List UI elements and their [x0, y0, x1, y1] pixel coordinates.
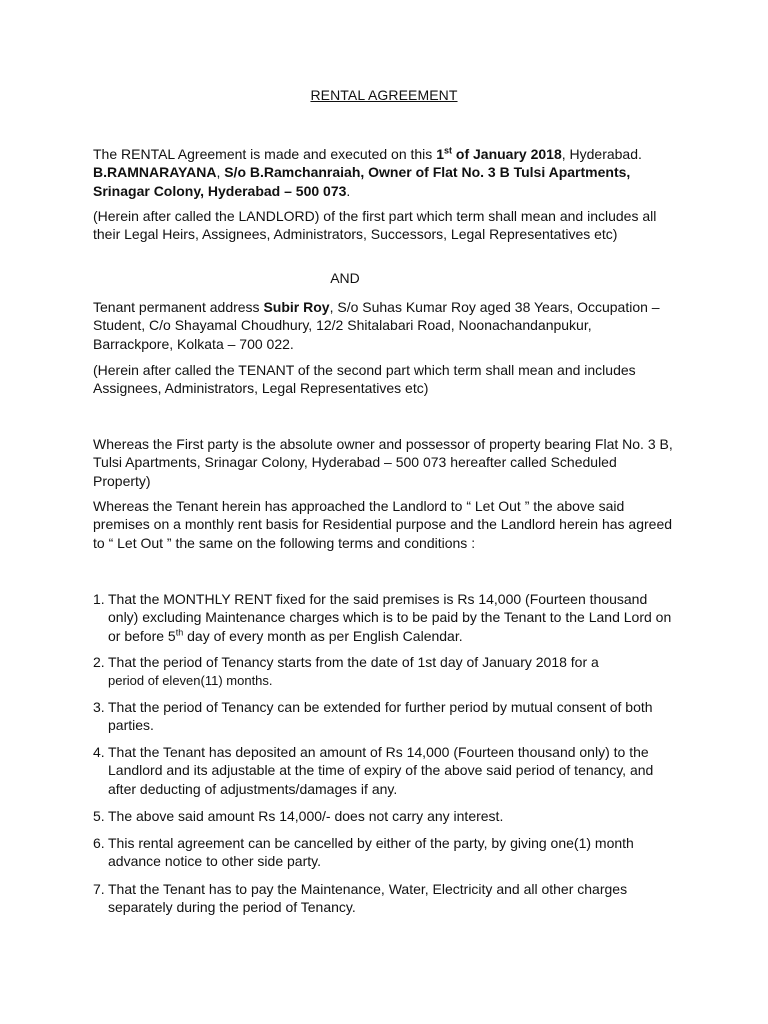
tenant-paragraph — [93, 298, 673, 353]
document-title: RENTAL AGREEMENT — [310, 87, 458, 103]
term-number: 2. — [93, 654, 105, 670]
landlord-clause: (Herein after called the LANDLORD) of the first part which term shall mean and includes all their Legal Heirs, Assignees, Administrators, Successors, Legal Representatives etc) — [93, 208, 657, 243]
term-text: That the Tenant has deposited an amount of Rs 14,000 (Fourteen thousand only) to the Landlord and its adjustable at the time of expiry of the above said period of tenancy, and after deducting of adjustments/damages if any. — [108, 744, 654, 797]
term-text: This rental agreement can be cancelled by either of the party, by giving one(1) month advance notice to other side party. — [108, 835, 634, 870]
term-text-after: day of every month as per English Calendar. — [183, 627, 463, 644]
term-item-1 — [93, 590, 673, 645]
term-item-4 — [93, 743, 673, 798]
intro-text-2: , Hyderabad. — [561, 146, 642, 162]
whereas-tenant-paragraph: Whereas the Tenant herein has approached the Landlord to “ Let Out ” the above said premises on a monthly rent basis for Residential purpose and the Landlord herein has agreed to “ Let Out ” the same on the following terms and conditions : — [93, 498, 673, 551]
term-number: 1. — [93, 591, 105, 607]
agreement-day: 1 — [436, 146, 444, 162]
term-item-3 — [93, 698, 673, 735]
term-text: That the period of Tenancy can be extended for further period by mutual consent of both parties. — [108, 699, 653, 734]
term-text: That the Tenant has to pay the Maintenance, Water, Electricity and all other charges separately during the period of Tenancy. — [108, 881, 628, 916]
tenant-prefix: Tenant permanent address — [93, 299, 264, 315]
intro-text-1: The RENTAL Agreement is made and executed on this — [93, 146, 437, 162]
term-item-2 — [93, 653, 673, 691]
term-text-small: period of eleven(11) months. — [108, 673, 273, 689]
term-text-suffix: th — [175, 627, 184, 638]
intro-paragraph — [93, 145, 673, 200]
tenant-name: Subir Roy — [263, 299, 330, 315]
term-text: That the period of Tenancy starts from the date of 1st day of January 2018 for a — [108, 654, 599, 670]
term-item-7 — [93, 880, 673, 917]
tenant-details: , S/o Suhas Kumar Roy aged 38 Years, Occupation – Student, C/o Shayamal Choudhury, 12/2 Shitalabari Road, Noonachandanpukur, Barrackpore, Kolkata – 700 022. — [93, 299, 660, 352]
term-number: 3. — [93, 699, 105, 715]
term-item-5 — [93, 807, 673, 825]
intro-text-4: . — [346, 182, 351, 199]
agreement-date: of January 2018 — [452, 146, 562, 162]
term-text: The above said amount Rs 14,000/- does not carry any interest. — [108, 808, 504, 824]
term-number: 4. — [93, 744, 105, 760]
landlord-name: B.RAMNARAYANA — [93, 164, 217, 181]
landlord-details: S/o B.Ramchanraiah, Owner of Flat No. 3 B Tulsi Apartments, Srinagar Colony, Hyderabad – 500 073 — [93, 164, 631, 199]
term-number: 7. — [93, 881, 105, 897]
agreement-day-suffix: st — [443, 145, 452, 156]
term-item-6 — [93, 834, 673, 871]
and-separator: AND — [330, 270, 360, 286]
tenant-clause: (Herein after called the TENANT of the second part which term shall mean and includes Assignees, Administrators, Legal Representatives etc) — [93, 362, 636, 397]
intro-text-3: , — [216, 164, 225, 181]
term-text: That the MONTHLY RENT fixed for the said premises is Rs 14,000 (Fourteen thousand only) excluding Maintenance charges which is to be paid by the Tenant to the Land Lord on or before 5 — [108, 591, 672, 644]
term-number: 6. — [93, 835, 105, 851]
whereas-owner-paragraph: Whereas the First party is the absolute owner and possessor of property bearing Flat No. 3 B, Tulsi Apartments, Srinagar Colony, Hyderabad – 500 073 hereafter called Scheduled Property) — [93, 436, 673, 489]
term-number: 5. — [93, 808, 105, 824]
